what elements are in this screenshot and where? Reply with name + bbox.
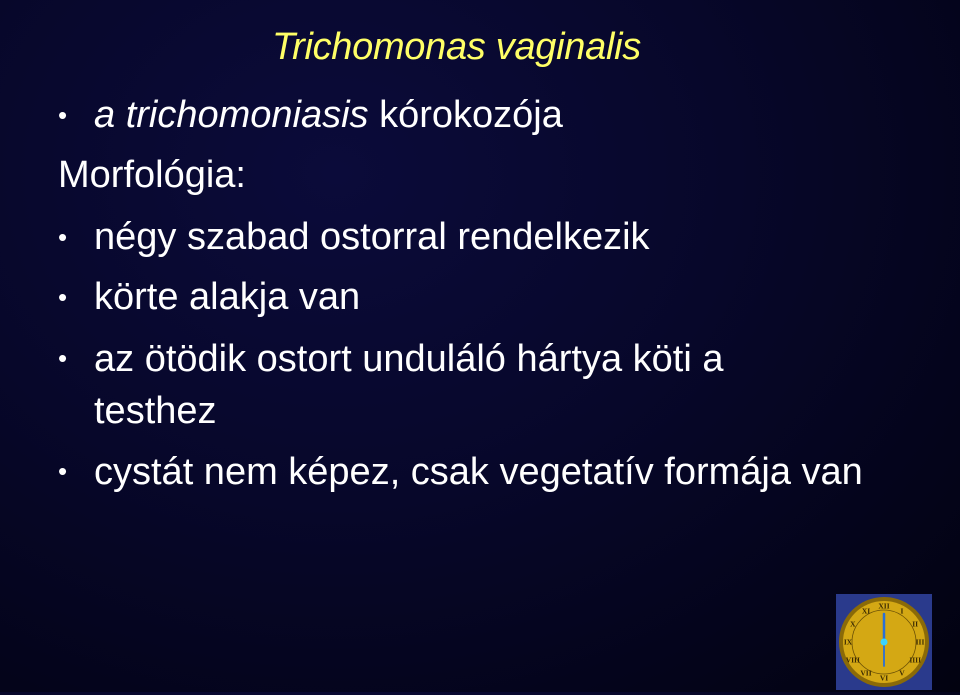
clock-icon (836, 594, 932, 690)
bullet-glyph: • (58, 456, 68, 486)
clock-numeral: VI (879, 673, 889, 683)
slide-title: Trichomonas vaginalis (272, 26, 641, 68)
clock-numeral: XII (878, 601, 890, 611)
intro-bullet-text (94, 90, 563, 140)
clock-numeral: XI (861, 606, 871, 616)
intro-normal-text: kórokozója (368, 94, 563, 136)
intro-italic-text: a trichomoniasis (94, 94, 369, 136)
clock-numeral: VIII (845, 655, 860, 665)
clock-numeral: X (850, 619, 856, 629)
bullet-item-3: az ötödik ostort unduláló hártya köti a testhez (94, 338, 724, 432)
bullet-glyph: • (58, 282, 68, 312)
bullet-glyph: • (58, 343, 68, 373)
bullet-glyph: • (58, 222, 68, 252)
bullet-glyph: • (58, 100, 68, 130)
clock-numeral: IX (843, 637, 853, 647)
clock-numeral: V (899, 668, 905, 678)
bullet-item-2: körte alakja van (94, 276, 361, 318)
clock-numeral: III (915, 637, 925, 647)
clock-numeral: VII (860, 668, 872, 678)
section-heading: Morfológia: (58, 154, 246, 196)
bullet-item-1: négy szabad ostorral rendelkezik (94, 216, 650, 258)
clock-numeral: IIII (909, 655, 922, 665)
clock-numeral: II (912, 619, 919, 629)
bullet-item-4: cystát nem képez, csak vegetatív formája van (94, 451, 863, 493)
clock-numeral: I (900, 606, 904, 616)
clock-face-icon (836, 594, 932, 690)
